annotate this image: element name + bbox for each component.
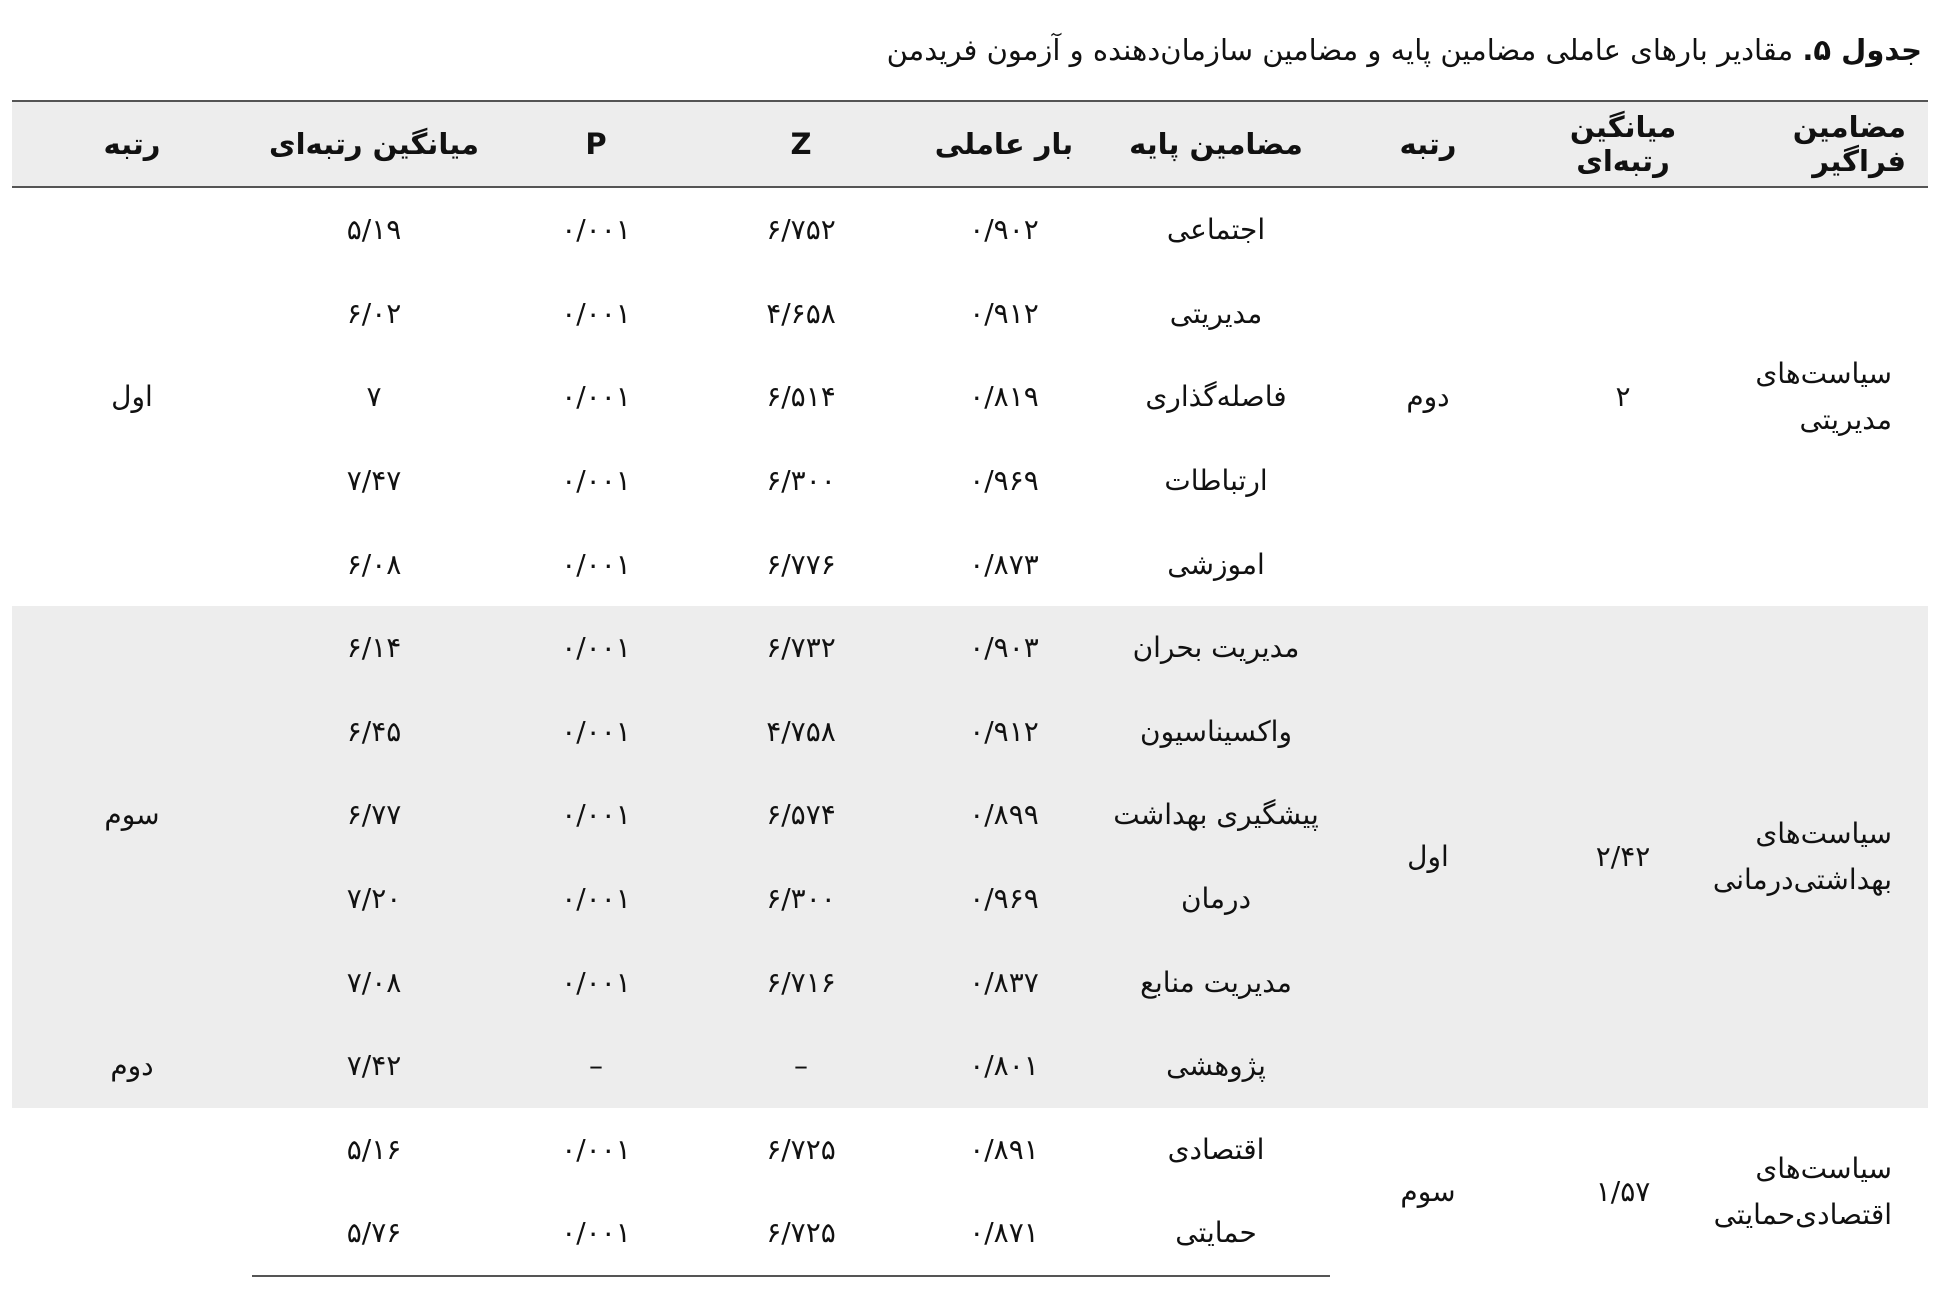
theme-cell: پیشگیری بهداشت xyxy=(1102,773,1330,857)
group-name-cell xyxy=(1720,187,1928,606)
loading-cell: ۰/۸۱۹ xyxy=(969,380,1039,414)
mean-rank-cell: ۶/۱۴ xyxy=(252,606,496,690)
p-cell: ۰/۰۰۱ xyxy=(496,606,696,690)
header-cell: مضامین فراگیر xyxy=(1720,101,1928,187)
loading-cell: ۰/۹۱۲ xyxy=(906,690,1102,774)
header-cell: رتبه xyxy=(1330,101,1526,187)
group-name-cell xyxy=(1712,606,1928,1108)
header-cell: P xyxy=(496,101,696,187)
loading-cell: ۰/۸۹۱ xyxy=(969,1132,1039,1166)
z-cell: ۶/۷۵۲ xyxy=(766,213,836,247)
p-cell: ۰/۰۰۱ xyxy=(496,690,696,774)
theme-cell: مدیریتی xyxy=(1169,296,1263,330)
theme-cell: مدیریت بحران xyxy=(1102,606,1330,690)
rank-cell: اول xyxy=(111,380,153,414)
mean-rank-cell: ۷/۴۲ xyxy=(252,1024,496,1108)
loading-cell: ۰/۸۷۳ xyxy=(969,547,1039,581)
p-cell: ۰/۰۰۱ xyxy=(561,213,631,247)
group-name-line: مدیریتی xyxy=(1799,402,1892,436)
loading-cell: ۰/۹۶۹ xyxy=(969,464,1039,498)
group-name-line: بهداشتی‌درمانی xyxy=(1712,862,1892,896)
z-cell: ۴/۶۵۸ xyxy=(766,296,836,330)
theme-cell: فاصله‌گذاری xyxy=(1145,380,1287,414)
loading-cell: ۰/۸۷۱ xyxy=(906,1191,1102,1276)
loading-cell: ۰/۸۹۹ xyxy=(906,773,1102,857)
table-row xyxy=(12,606,1928,690)
p-cell: ۰/۰۰۱ xyxy=(496,940,696,1024)
loading-cell: ۰/۸۰۱ xyxy=(906,1024,1102,1108)
z-cell: ۶/۷۳۲ xyxy=(696,606,906,690)
loading-cell: ۰/۹۰۳ xyxy=(906,606,1102,690)
table-caption xyxy=(300,30,1922,70)
z-cell: ۶/۷۱۶ xyxy=(696,940,906,1024)
z-cell: ۴/۷۵۸ xyxy=(696,690,906,774)
caption-label: جدول ۵. xyxy=(1802,33,1922,67)
p-cell: ۰/۰۰۱ xyxy=(561,1132,631,1166)
group-mean-rank: ۲/۴۲ xyxy=(1526,606,1720,1108)
mean-rank-cell: ۶/۷۷ xyxy=(252,773,496,857)
p-cell: ۰/۰۰۱ xyxy=(496,773,696,857)
results-table xyxy=(12,100,1928,1277)
group-mean-rank: ۱/۵۷ xyxy=(1595,1175,1651,1209)
header-cell: رتبه xyxy=(12,101,252,187)
p-cell: ۰/۰۰۱ xyxy=(496,857,696,941)
rank-cell xyxy=(12,1108,252,1276)
loading-cell: ۰/۹۰۲ xyxy=(969,213,1039,247)
z-cell: ۶/۷۲۵ xyxy=(766,1132,836,1166)
z-cell: ۶/۳۰۰ xyxy=(696,857,906,941)
mean-rank-cell: ۵/۱۶ xyxy=(346,1132,402,1166)
rank-cell: سوم xyxy=(12,606,252,1024)
header-cell: مضامین پایه xyxy=(1102,101,1330,187)
p-cell: ۰/۰۰۱ xyxy=(561,464,631,498)
theme-cell: اقتصادی xyxy=(1167,1132,1265,1166)
p-cell: ۰/۰۰۱ xyxy=(561,547,631,581)
z-cell: ۶/۷۲۵ xyxy=(696,1191,906,1276)
rank-cell: دوم xyxy=(12,1024,252,1108)
loading-cell: ۰/۹۱۲ xyxy=(969,296,1039,330)
group-mean-rank: ۲ xyxy=(1615,380,1631,414)
mean-rank-cell: ۵/۷۶ xyxy=(252,1191,496,1276)
header-cell: میانگین رتبه‌ای xyxy=(252,101,496,187)
mean-rank-cell: ۶/۰۲ xyxy=(346,296,402,330)
loading-cell: ۰/۹۶۹ xyxy=(906,857,1102,941)
table-row xyxy=(12,187,1928,272)
mean-rank-cell: ۶/۰۸ xyxy=(346,547,402,581)
p-cell: – xyxy=(496,1024,696,1108)
theme-cell: واکسیناسیون xyxy=(1102,690,1330,774)
group-rank: اول xyxy=(1330,606,1526,1108)
theme-cell: حمایتی xyxy=(1102,1191,1330,1276)
header-cell: Z xyxy=(696,101,906,187)
header-cell: میانگین رتبه‌ای xyxy=(1526,101,1720,187)
z-cell: – xyxy=(696,1024,906,1108)
group-name-line: سیاست‌های xyxy=(1755,356,1892,390)
mean-rank-cell: ۷/۰۸ xyxy=(252,940,496,1024)
theme-cell: ارتباطات xyxy=(1164,464,1268,498)
group-name-cell xyxy=(1713,1108,1928,1276)
loading-cell: ۰/۸۳۷ xyxy=(906,940,1102,1024)
mean-rank-cell: ۷ xyxy=(366,380,382,414)
theme-cell: اموزشی xyxy=(1167,547,1265,581)
p-cell: ۰/۰۰۱ xyxy=(496,1191,696,1276)
caption-text: مقادیر بارهای عاملی مضامین پایه و مضامین سازمان‌دهنده و آزمون فریدمن xyxy=(886,33,1794,67)
table-row xyxy=(12,1108,1928,1192)
mean-rank-cell: ۵/۱۹ xyxy=(346,213,402,247)
theme-cell: مدیریت منابع xyxy=(1102,940,1330,1024)
header-row xyxy=(12,101,1928,187)
p-cell: ۰/۰۰۱ xyxy=(561,380,631,414)
z-cell: ۶/۵۱۴ xyxy=(766,380,836,414)
group-rank: سوم xyxy=(1400,1175,1456,1209)
z-cell: ۶/۳۰۰ xyxy=(766,464,836,498)
group-name-line: سیاست‌های xyxy=(1755,816,1892,850)
theme-cell: پژوهشی xyxy=(1102,1024,1330,1108)
group-name-line: اقتصادی‌حمایتی xyxy=(1713,1197,1892,1231)
theme-cell: درمان xyxy=(1102,857,1330,941)
mean-rank-cell: ۷/۴۷ xyxy=(346,464,402,498)
z-cell: ۶/۷۷۶ xyxy=(766,547,836,581)
z-cell: ۶/۵۷۴ xyxy=(696,773,906,857)
group-rank: دوم xyxy=(1406,380,1450,414)
mean-rank-cell: ۶/۴۵ xyxy=(252,690,496,774)
theme-cell: اجتماعی xyxy=(1166,213,1266,247)
mean-rank-cell: ۷/۲۰ xyxy=(252,857,496,941)
group-name-line: سیاست‌های xyxy=(1755,1151,1892,1185)
header-cell: بار عاملی xyxy=(906,101,1102,187)
p-cell: ۰/۰۰۱ xyxy=(561,296,631,330)
